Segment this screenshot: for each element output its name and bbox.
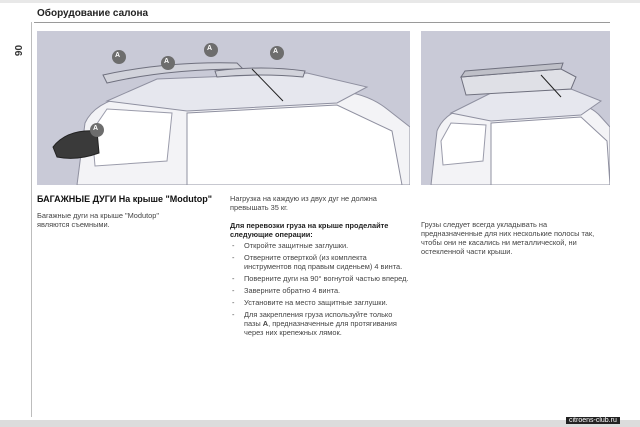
list-item: - Откройте защитные заглушки. xyxy=(230,241,410,250)
callout-label-a: A xyxy=(115,52,121,59)
callout-label-a: A xyxy=(164,58,170,65)
margin-rule xyxy=(31,22,32,417)
vehicle-load-drawing xyxy=(421,31,610,185)
callout-label-a: A xyxy=(93,125,99,132)
instructions-title: Для перевозки груза на крыше проделайте следующие операции: xyxy=(230,221,389,239)
header-strip xyxy=(0,0,640,3)
footer-bar xyxy=(0,420,640,427)
list-item: - Установите на место защитные заглушки. xyxy=(230,298,410,307)
roof-load-illustration xyxy=(421,31,610,185)
step-slot-label: A xyxy=(262,319,269,328)
site-watermark: citroens-club.ru xyxy=(566,417,620,424)
list-item xyxy=(230,310,410,337)
roof-bars-illustration xyxy=(37,31,410,185)
title-divider xyxy=(34,22,610,23)
list-item: - Заверните обратно 4 винта. xyxy=(230,286,410,295)
step-text: , предназначенные для протягивания через них крепежных лямок. xyxy=(244,319,397,337)
callout-label-a: A xyxy=(207,45,213,52)
instructions-column xyxy=(230,194,410,340)
list-item: - Отверните отверткой (из комплекта инструментов под правым сиденьем) 4 винта. xyxy=(230,253,410,271)
list-item: - Поверните дуги на 90° вогнутой частью вперед. xyxy=(230,274,410,283)
intro-text: Багажные дуги на крыше "Modutop" являются съемными. xyxy=(37,211,159,229)
step-text: Для закрепления груза используйте только пазы xyxy=(244,310,393,328)
vehicle-roof-drawing xyxy=(37,31,410,185)
instruction-steps xyxy=(230,241,410,337)
load-placement-text: Грузы следует всегда укладывать на предназначенные для них несколькие полосы так, чтобы они не касались ни металлической, ни остекленной части крыши. xyxy=(421,220,595,256)
section-heading: БАГАЖНЫЕ ДУГИ На крыше "Modutop" xyxy=(37,194,213,204)
load-limit-note: Нагрузка на каждую из двух дуг не должна превышать 35 кг. xyxy=(230,194,377,212)
page-number: 90 xyxy=(14,44,26,57)
callout-label-a: A xyxy=(273,48,279,55)
section-title: Оборудование салона xyxy=(37,8,149,19)
